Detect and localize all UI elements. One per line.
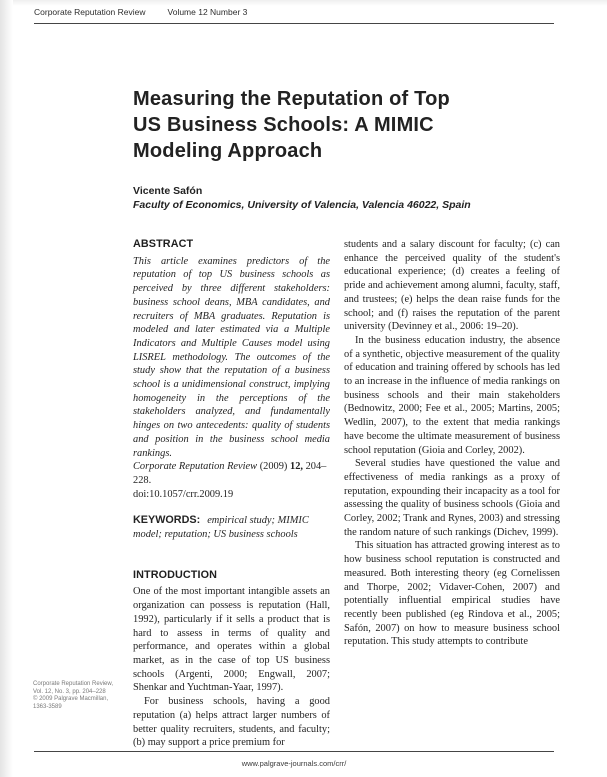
keywords-block (133, 514, 330, 541)
page-left-edge-shade (0, 0, 13, 777)
volume-number: Volume 12 Number 3 (167, 7, 248, 17)
citation-line (133, 460, 330, 487)
author-affiliation: Faculty of Economics, University of Valencia, Valencia 46022, Spain (133, 199, 471, 211)
article-title (133, 86, 553, 164)
citation-journal: Corporate Reputation Review (133, 461, 258, 473)
article-title-line: Modeling Approach (133, 140, 323, 162)
page-footer (34, 751, 554, 768)
sidebar-note-line: 1363-3589 (33, 703, 62, 710)
author-name: Vicente Safón (133, 185, 203, 197)
page-top-edge-shade (0, 0, 607, 6)
doi-line: doi:10.1057/crr.2009.19 (133, 488, 234, 500)
journal-url: www.palgrave-journals.com/crr/ (241, 759, 347, 768)
citation-volume: 12, (290, 461, 303, 473)
keywords-terms: empirical study; MIMIC model; reputation; US business schools (133, 515, 309, 541)
introduction-paragraph: One of the most important intangible assets an organization can possess is reputation (Hall, 1992), particularly if it sells a product that is hard to assess in terms of quality and performance, and operates within a global market, as in the case of top US business schools (Argenti, 2000; Engwall, 2007; Shenkar and Yuchtman-Yaar, 1997). (133, 586, 330, 694)
citation-year: (2009) (257, 461, 290, 473)
body-paragraph: Several studies have questioned the value and effectiveness of media rankings as a proxy of reputation, expounding their incapacity as a tool for assessing the quality of business schools (Gioia and Corley, 2002; Trank and Rynes, 2003) and stressing the random nature of such rankings (Dichev, 1999). (344, 458, 560, 538)
journal-name: Corporate Reputation Review (34, 7, 146, 17)
body-paragraph: This situation has attracted growing interest as to how business school reputation is constructed and measured. Both interesting theory (eg Cornelissen and Thorpe, 2002; Vidaver-Cohen, 2007) and potentially influential empirical studies have recently been published (eg Rindova et al., 2005; Safón, 2007) on how to measure business school reputation. This study attempts to contribute (344, 540, 560, 648)
two-column-body (133, 238, 560, 750)
citation-pages: 204–228. (133, 461, 327, 486)
introduction-heading: INTRODUCTION (133, 568, 217, 581)
article-title-line: Measuring the Reputation of Top (133, 88, 450, 110)
introduction-paragraph: For business schools, having a good reputation (a) helps attract larger numbers of better quality recruiters, students, and faculty; (b) may support a price premium for (133, 696, 330, 749)
abstract-text: This article examines predictors of the reputation of top US business schools as perceived by three different stakeholders: business school deans, MBA candidates, and recruiters of MBA graduates. Reputation is modeled and later estimated via a Multiple Indicators and Multiple Causes model using LISREL methodology. The outcomes of the study show that the reputation of a business school is a unidimensional construct, implying homogeneity in the perceptions of the stakeholders analyzed, and fundamentally hinges on two antecedents: quality of students and position in the business school media rankings. (133, 255, 330, 459)
left-column (133, 238, 330, 750)
abstract-heading: ABSTRACT (133, 238, 194, 250)
keywords-label: KEYWORDS: (133, 514, 201, 527)
running-header (34, 7, 554, 24)
right-column (344, 238, 560, 750)
body-paragraph: In the business education industry, the absence of a synthetic, objective measurement of the quality of education and training offered by schools has led to an increase in the influence of media rankings on business schools and their main stakeholders (Bednowitz, 2000; Fee et al., 2005; Martins, 2005; Wedlin, 2007), to the extent that media rankings have become the ultimate measurement of business school reputation (Gioia and Corley, 2002). (344, 334, 560, 456)
sidebar-note-line: © 2009 Palgrave Macmillan, (33, 696, 109, 702)
sidebar-note-line: Corporate Reputation Review, (33, 681, 114, 687)
copyright-sidebar-note (33, 681, 129, 711)
body-paragraph: students and a salary discount for faculty; (c) can enhance the perceived quality of the student's educational experience; (d) creates a feeling of pride and achievement among alumni, faculty, staff, and trustees; (e) helps the dean raise funds for the school; and (f) raises the reputation of the parent university (Devinney et al., 2006: 19–20). (344, 239, 560, 333)
sidebar-note-line: Vol. 12, No. 3, pp. 204–228 (33, 688, 106, 695)
article-title-line: US Business Schools: A MIMIC (133, 114, 434, 136)
byline (133, 184, 560, 212)
